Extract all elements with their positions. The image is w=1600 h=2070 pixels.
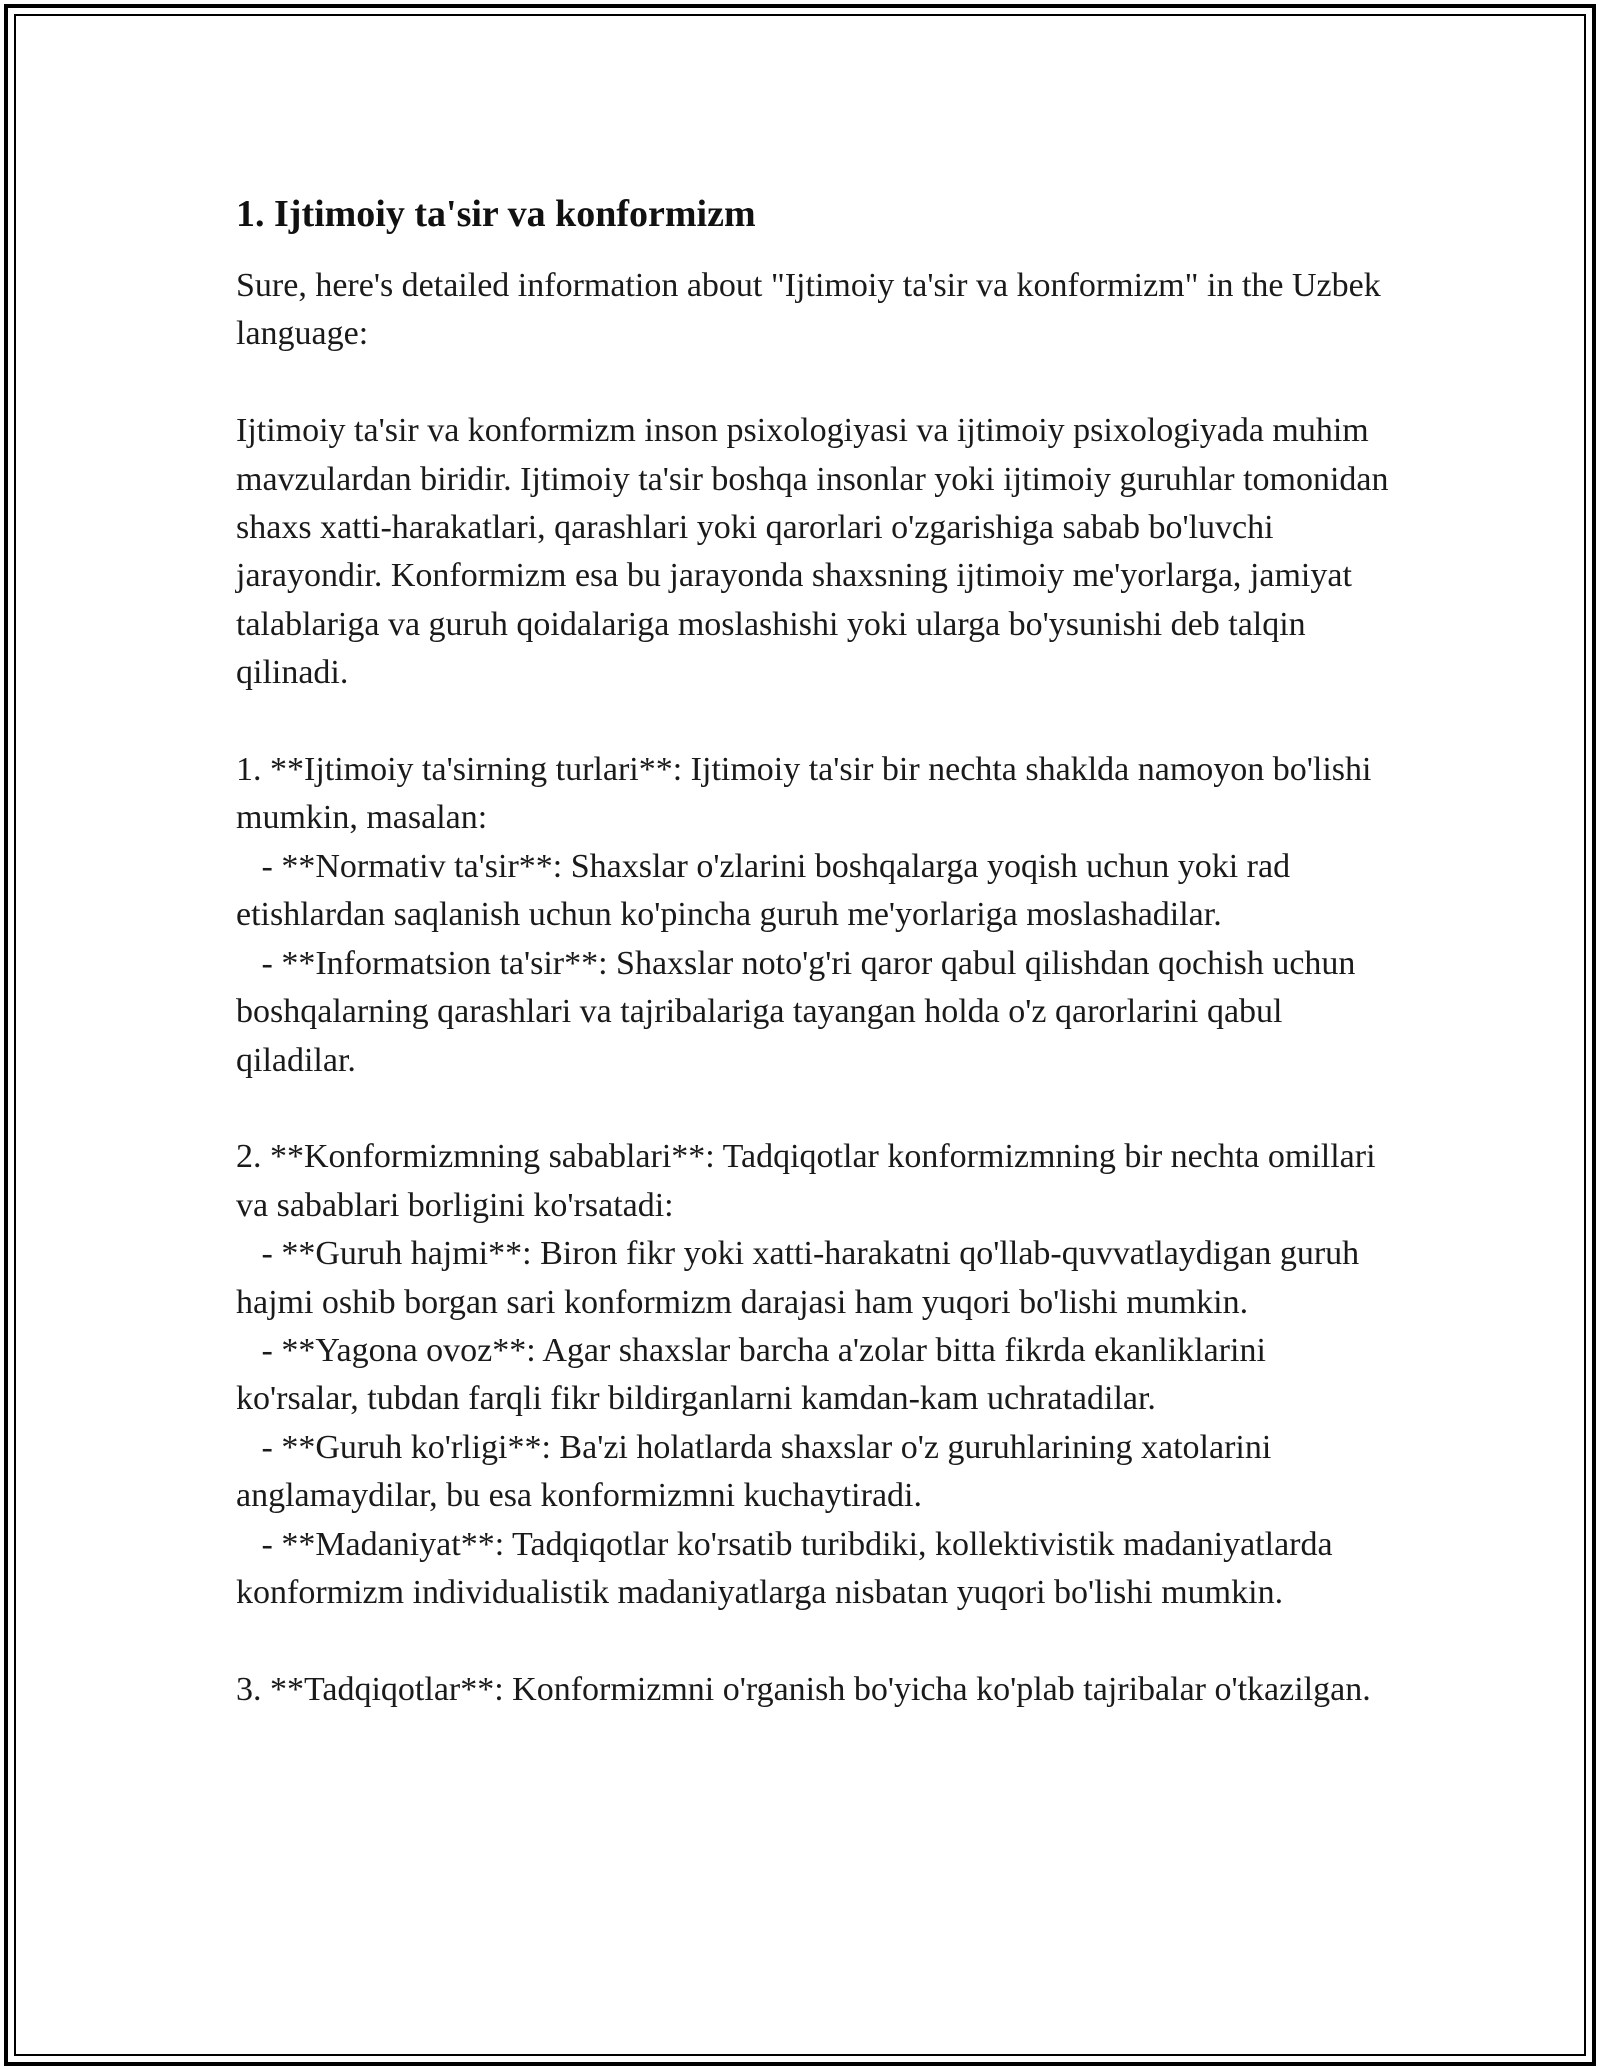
- document-heading: 1. Ijtimoiy ta'sir va konformizm: [236, 193, 756, 235]
- document-body: Sure, here's detailed information about "Ijtimoiy ta'sir va konformizm" in the Uzbek language: Ijtimoiy ta'sir va konformizm inson psixologiyasi va ijtimoiy psixologiyada muhim mavzulardan biridir. Ijtimoiy ta'sir boshqa insonlar yoki ijtimoiy guruhlar tomonidan shaxs xatti-harakatlari, qarashlari yoki qarorlari o'zgarishiga sabab bo'luvchi jarayondir. Konformizm esa bu jarayonda shaxsning ijtimoiy me'yorlarga, jamiyat talablariga va guruh qoidalariga moslashishi yoki ularga bo'ysunishi deb talqin qilinadi. 1. **Ijtimoiy ta'sirning turlari**: Ijtimoiy ta'sir bir nechta shaklda namoyon bo'lishi mumkin, masalan: - **Normativ ta'sir**: Shaxslar o'zlarini boshqalarga yoqish uchun yoki rad etishlardan saqlanish uchun ko'pincha guruh me'yorlariga moslashadilar. - **Informatsion ta'sir**: Shaxslar noto'g'ri qaror qabul qilishdan qochish uchun boshqalarning qarashlari va tajribalariga tayangan holda o'z qarorlarini qabul qiladilar. 2. **Konformizmning sabablari**: Tadqiqotlar konformizmning bir nechta omillari va sabablari borligini ko'rsatadi: - **Guruh hajmi**: Biron fikr yoki xatti-harakatni qo'llab-quvvatlaydigan guruh hajmi oshib borgan sari konformizm darajasi ham yuqori bo'lishi mumkin. - **Yagona ovoz**: Agar shaxslar barcha a'zolar bitta fikrda ekanliklarini ko'rsalar, tubdan farqli fikr bildirganlarni kamdan-kam uchratadilar. - **Guruh ko'rligi**: Ba'zi holatlarda shaxslar o'z guruhlarining xatolarini anglamaydilar, bu esa konformizmni kuchaytiradi. - **Madaniyat**: Tadqiqotlar ko'rsatib turibdiki, kollektivistik madaniyatlarda konformizm individualistik madaniyatlarga nisbatan yuqori bo'lishi mumkin. 3. **Tadqiqotlar**: Konformizmni o'rganish bo'yicha ko'plab tajribalar o'tkazilgan.: [236, 267, 1389, 1708]
- document-content: [236, 188, 1396, 1714]
